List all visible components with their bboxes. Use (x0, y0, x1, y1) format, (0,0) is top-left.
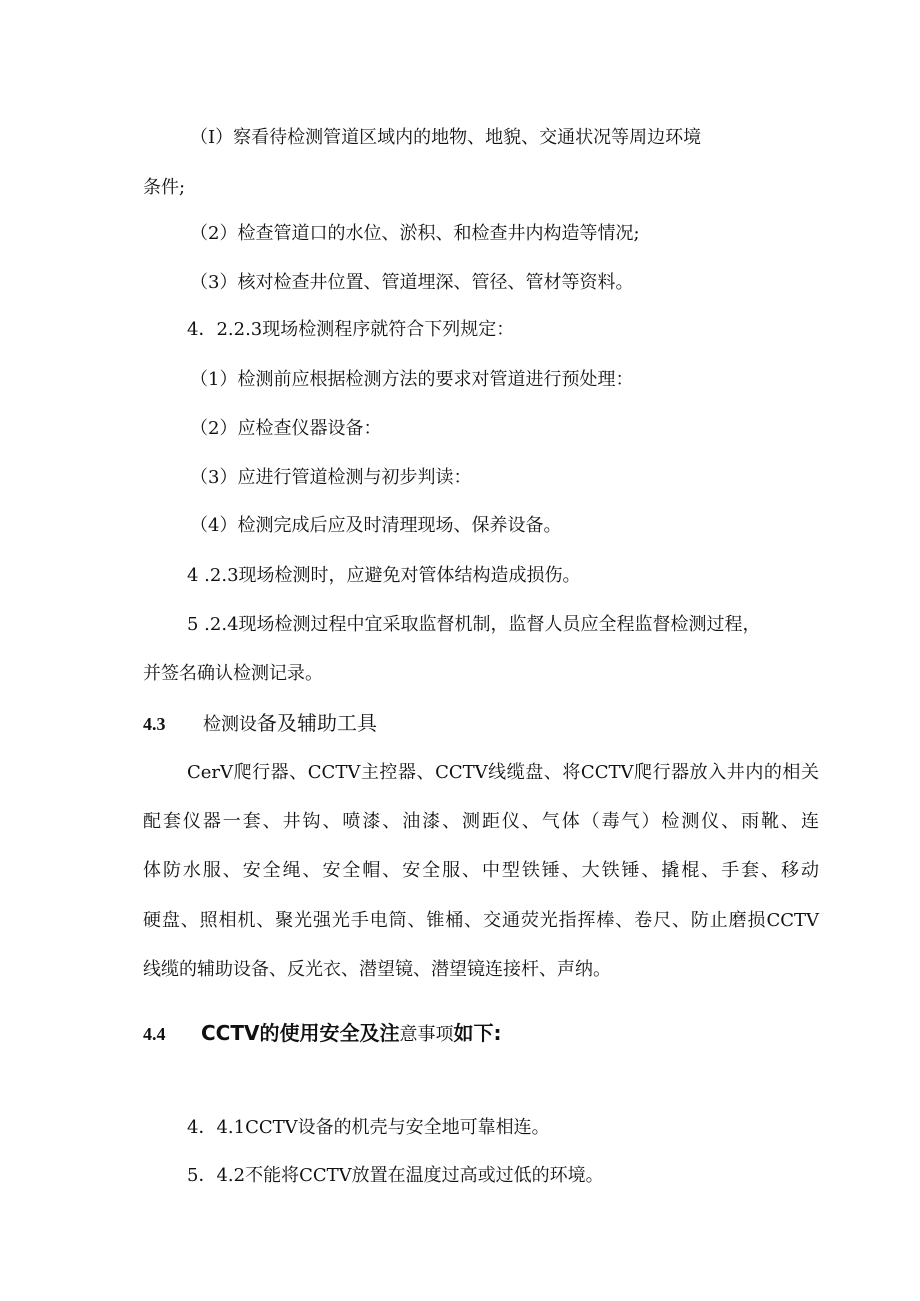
paragraph-avoid-damage: 4 .2.3现场检测时，应避免对管体结构造成损伤。 (187, 565, 581, 586)
equipment-list-line-5: 线缆的辅助设备、反光衣、潜望镜、潜望镜连接杆、声纳。 (143, 959, 611, 980)
equipment-list-line-4: 硬盘、照相机、聚光强光手电筒、锥桶、交通荧光指挥棒、卷尺、防止磨损CCTV (143, 910, 819, 931)
paragraph-observe-line-1: （I）察看待检测管道区域内的地物、地貌、交通状况等周边环境 (190, 127, 702, 148)
section-heading-4-4 (143, 1021, 501, 1047)
paragraph-check-water-level: （2）检查管道口的水位、淤积、和检查井内构造等情况; (190, 223, 640, 244)
section-title-part-1: CCTV的使用安全及注 (200, 1021, 400, 1045)
equipment-list-line-1: CerV爬行器、CCTV主控器、CCTV线缆盘、将CCTV爬行器放入井内的相关 (187, 762, 819, 783)
paragraph-verify-records: （3）核对检查井位置、管道埋深、管径、管材等资料。 (190, 272, 634, 293)
section-title-part-2: 备及辅助工具 (256, 711, 377, 735)
equipment-list-line-2: 配套仪器一套、井钩、喷漆、油漆、测距仪、气体（毒气）检测仪、雨靴、连 (143, 811, 819, 832)
paragraph-check-equipment: （2）应检查仪器设备： (190, 418, 382, 439)
paragraph-observe-line-2: 条件; (143, 177, 186, 198)
paragraph-temperature: 5．4.2不能将CCTV放置在温度过高或过低的环境。 (187, 1165, 604, 1186)
paragraph-grounding: 4．4.1CCTV设备的机壳与安全地可靠相连。 (187, 1117, 550, 1138)
paragraph-supervision-line-2: 并签名确认检测记录。 (143, 663, 323, 684)
paragraph-procedure-heading: 4．2.2.3现场检测程序就符合下列规定： (187, 319, 515, 340)
section-number: 4.4 (143, 1024, 166, 1044)
section-number: 4.3 (143, 714, 166, 734)
section-title-part-2: 意事项 (399, 1024, 454, 1045)
equipment-list-line-3: 体防水服、安全绳、安全帽、安全服、中型铁锤、大铁锤、撬棍、手套、移动 (143, 860, 819, 881)
section-title-part-1: 检测设 (202, 714, 257, 735)
section-heading-4-3 (143, 711, 377, 737)
paragraph-clean-site: （4）检测完成后应及时清理现场、保养设备。 (190, 515, 562, 536)
section-title-part-3: 如下: (453, 1021, 502, 1045)
paragraph-supervision-line-1: 5 .2.4现场检测过程中宜采取监督机制，监督人员应全程监督检测过程， (187, 614, 761, 635)
paragraph-initial-reading: （3）应进行管道检测与初步判读： (190, 467, 472, 488)
paragraph-pretreatment: （1）检测前应根据检测方法的要求对管道进行预处理： (190, 369, 634, 390)
